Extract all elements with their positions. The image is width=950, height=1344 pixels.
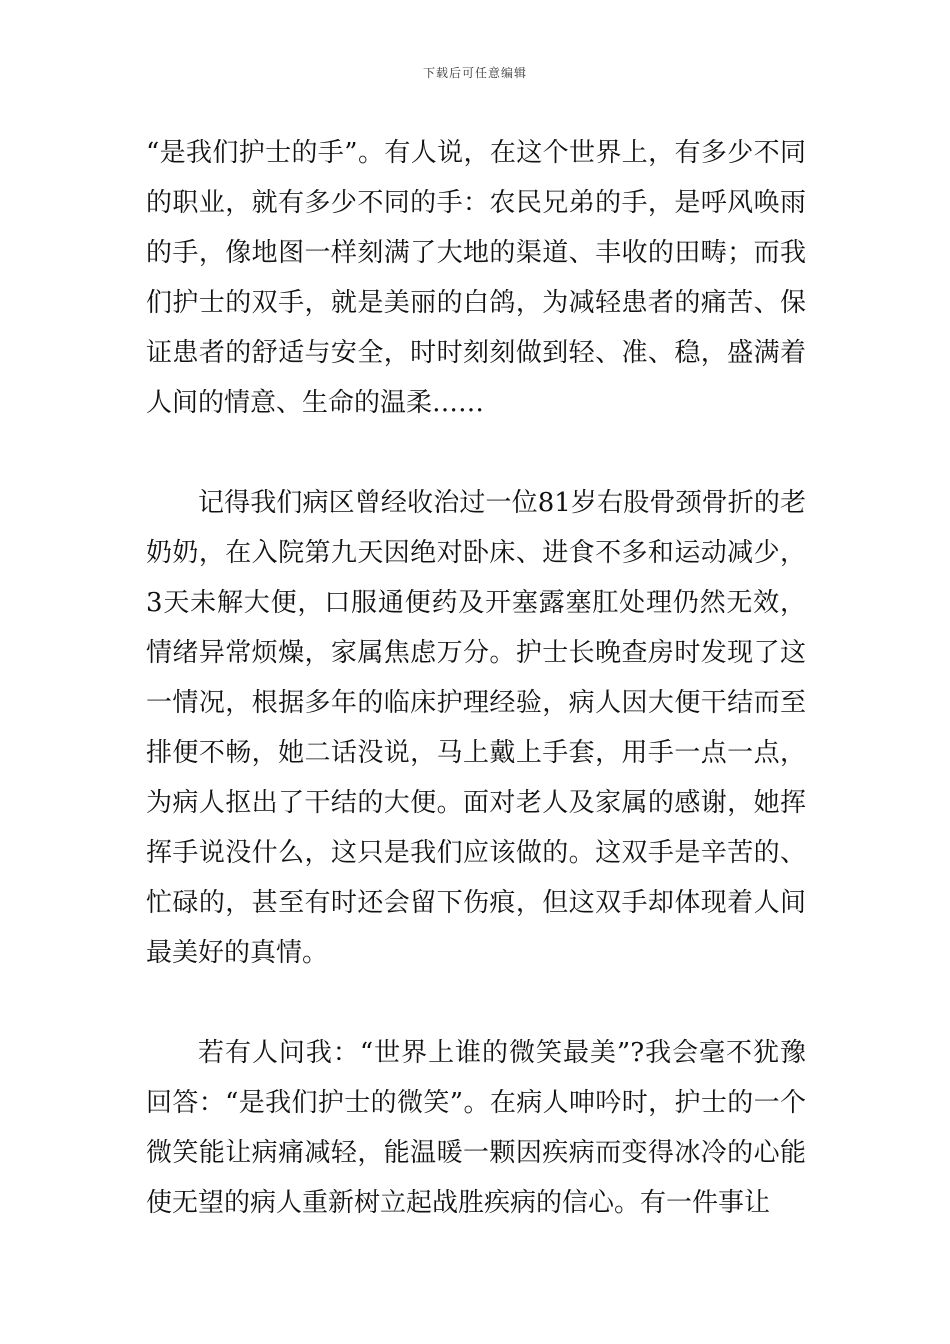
paragraph-2: 记得我们病区曾经收治过一位81岁右股骨颈骨折的老奶奶，在入院第九天因绝对卧床、进食不多和运动减少，3天未解大便，口服通便药及开塞露塞肛处理仍然无效，情绪异常烦燥，家属焦虑万分。护士长晚查房时发现了这一情况，根据多年的临床护理经验，病人因大便干结而至排便不畅，她二话没说，马上戴上手套，用手一点一点，为病人抠出了干结的大便。面对老人及家属的感谢，她挥挥手说没什么，这只是我们应该做的。这双手是辛苦的、忙碌的，甚至有时还会留下伤痕，但这双手却体现着人间最美好的真情。 bbox=[146, 488, 806, 968]
paragraph-spacer bbox=[146, 978, 806, 1028]
paragraph-1: “是我们护士的手”。有人说，在这个世界上，有多少不同的职业，就有多少不同的手：农民兄弟的手，是呼风唤雨的手，像地图一样刻满了大地的渠道、丰收的田畴；而我们护士的双手，就是美丽的白鸽，为减轻患者的痛苦、保证患者的舒适与安全，时时刻刻做到轻、准、稳，盛满着人间的情意、生命的温柔…… bbox=[146, 138, 806, 418]
page-header: 下载后可任意编辑 bbox=[422, 66, 527, 80]
document-body bbox=[146, 128, 806, 1228]
paragraph-3: 若有人问我：“世界上谁的微笑最美”?我会毫不犹豫回答：“是我们护士的微笑”。在病人呻吟时，护士的一个微笑能让病痛减轻，能温暖一颗因疾病而变得冰冷的心能使无望的病人重新树立起战胜疾病的信心。有一件事让 bbox=[146, 1038, 806, 1218]
paragraph-spacer bbox=[146, 428, 806, 478]
